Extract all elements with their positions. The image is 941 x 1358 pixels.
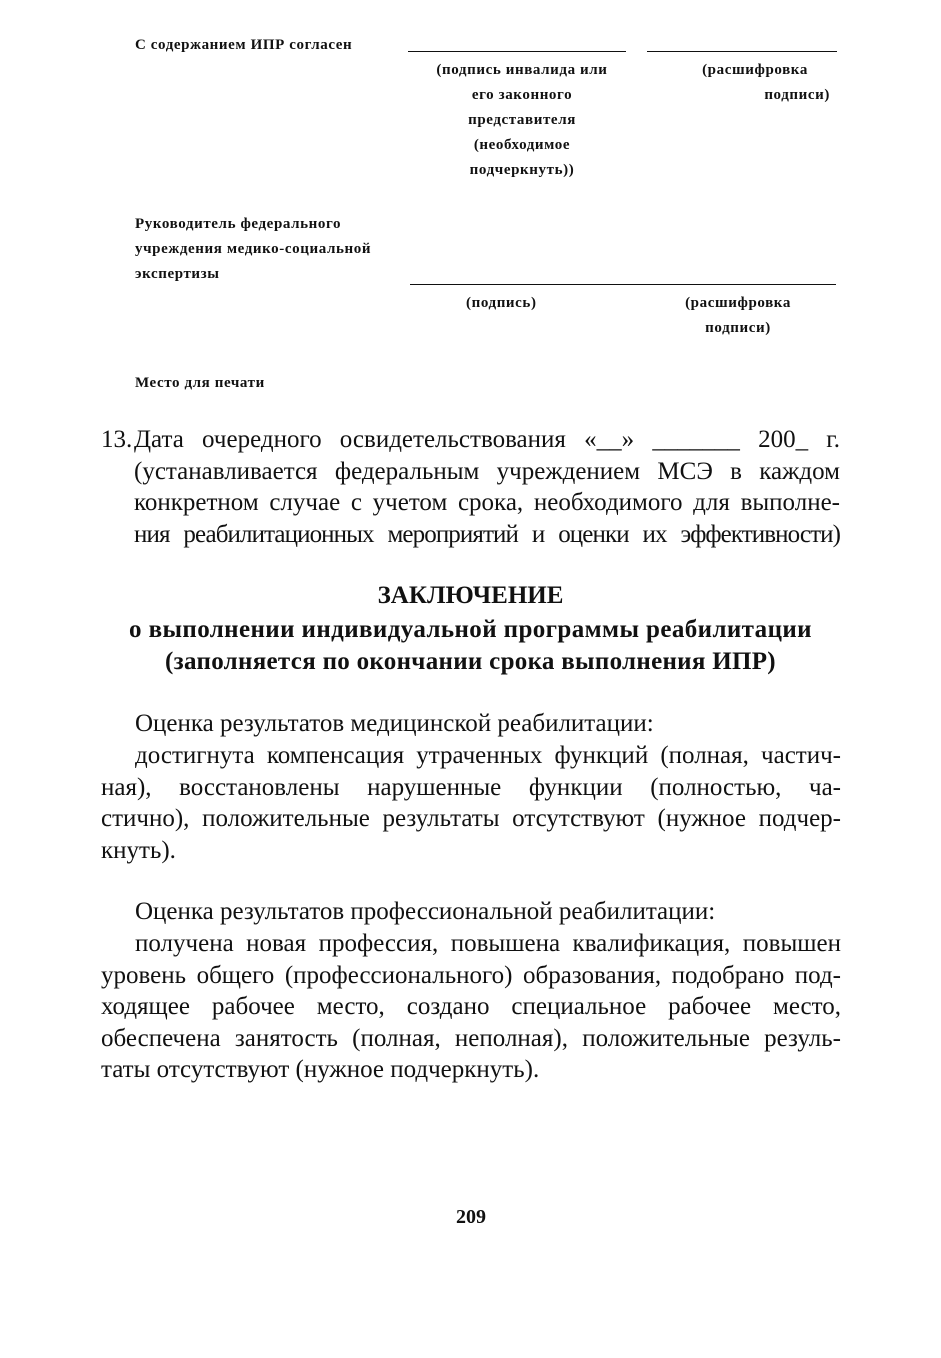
decode-caption: (расшифровка подписи) xyxy=(702,62,830,103)
conclusion-subtitle: о выполнении индивидуальной программы реабилитации xyxy=(129,616,812,643)
medical-text: достигнута компенсация утраченных функций (полная, частич- ная), восстановлены нарушенные функции (полностью, ча- стично), положительные результаты отсутствуют (нужное подчер- кнуть). xyxy=(101,742,841,864)
conclusion-note: (заполняется по окончании срока выполнения ИПР) xyxy=(165,648,776,675)
page-number: 209 xyxy=(456,1206,486,1228)
head-signature-line xyxy=(410,284,836,285)
head-signature-caption: (подпись) xyxy=(466,295,537,311)
signature-caption: (подпись инвалида или его законного представителя (необходимое подчеркнуть)) xyxy=(436,62,608,178)
item-13-number: 13. xyxy=(101,426,133,453)
head-label: Руководитель федерального учреждения медико-социальной экспертизы xyxy=(135,216,372,282)
medical-heading: Оценка результатов медицинской реабилитации: xyxy=(135,710,654,737)
professional-heading: Оценка результатов профессиональной реабилитации: xyxy=(135,898,716,925)
agreement-label: С содержанием ИПР согласен xyxy=(135,37,353,53)
decode-line xyxy=(647,51,837,52)
item-13-text: Дата очередного освидетельствования «__» _______ 200_ г. (устанавливается федеральным учреждением МСЭ в каждом конкретном случае с учетом срока, необходимого для выполне- ния реабилитационных мероприятий и оценки их эффективности) xyxy=(134,426,840,548)
professional-text: получена новая профессия, повышена квалификация, повышен уровень общего (профессионального) образования, подобрано под- ходящее рабочее место, создано специальное рабочее место, обеспечена занятость (полная, неполная), положительные резуль- таты отсутствуют (нужное подчеркнуть). xyxy=(101,930,841,1083)
stamp-place: Место для печати xyxy=(135,375,265,391)
head-decode-caption: (расшифровка подписи) xyxy=(685,295,791,336)
conclusion-title: ЗАКЛЮЧЕНИЕ xyxy=(377,582,564,609)
signature-line xyxy=(408,51,626,52)
